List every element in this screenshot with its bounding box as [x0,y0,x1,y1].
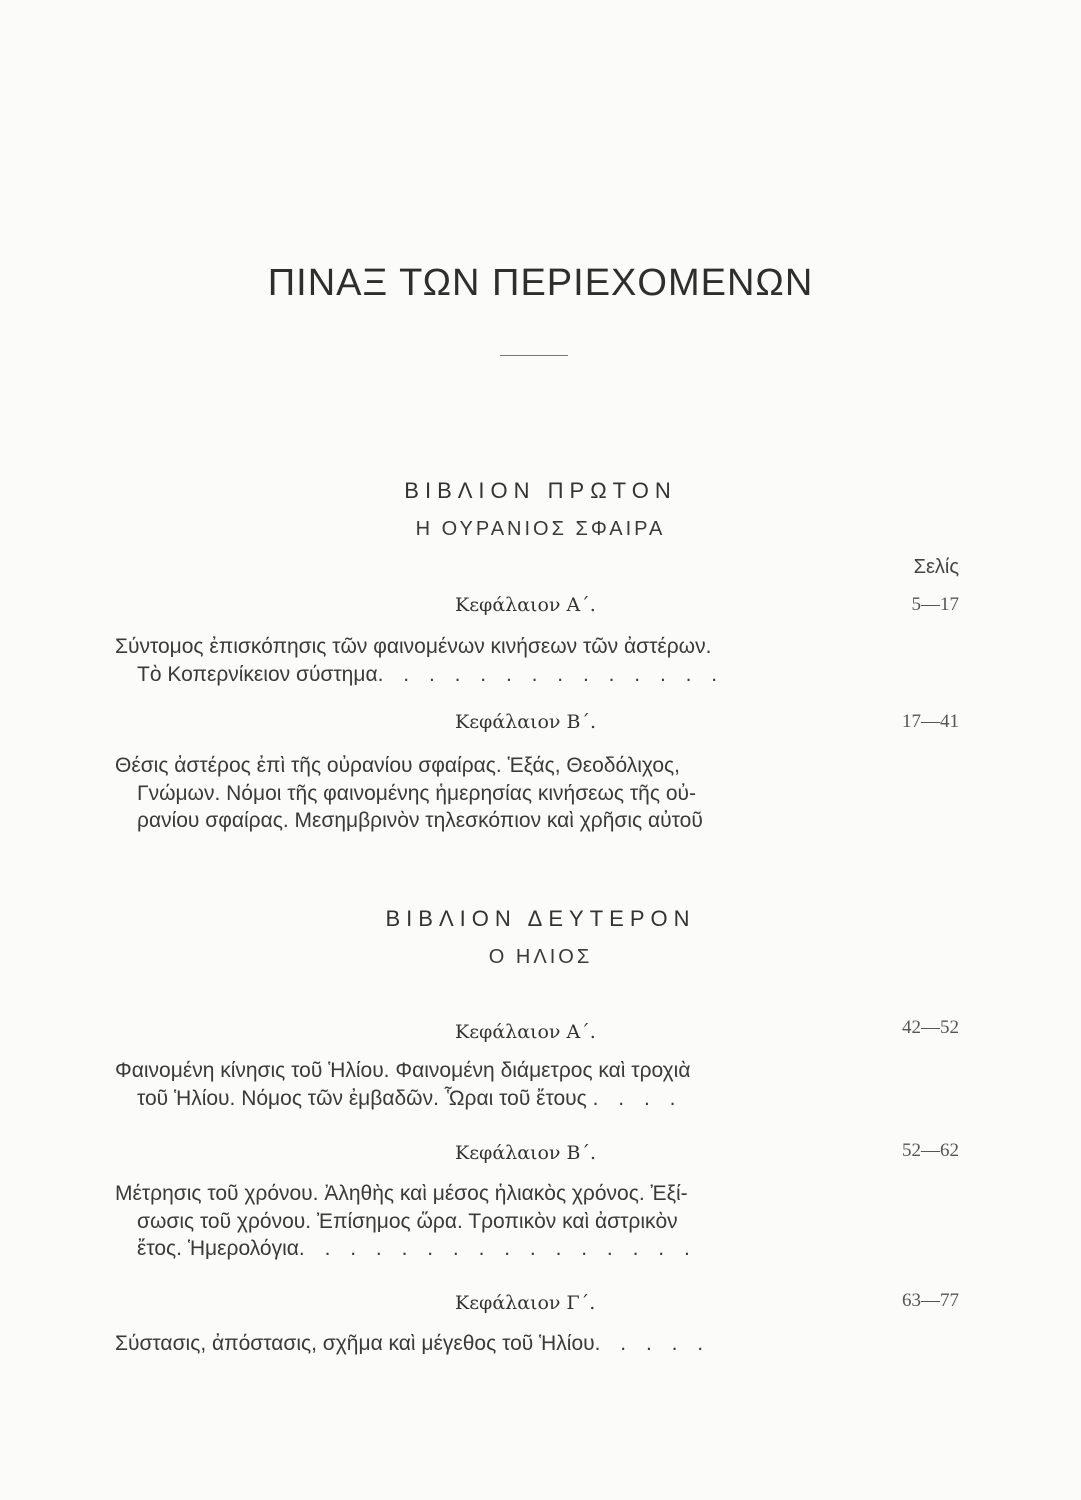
description-text: ἔτος. Ἡμερολόγια [137,1237,299,1260]
book-1-chapter-2-description [115,752,867,835]
leader-dots: . . . . . . . . . . . . . . . . [298,1237,697,1260]
description-line: Μέτρησις τοῦ χρόνου. Ἀληθὴς καὶ μέσος ἡλιακὸς χρόνος. Ἐξί- [115,1182,688,1205]
description-line: ρανίου σφαίρας. Μεσημβρινὸν τηλεσκόπιον καὶ χρῆσις αὐτοῦ [137,809,703,832]
description-line [115,1235,867,1263]
description-line: σωσις τοῦ χρόνου. Ἐπίσημος ὥρα. Τροπικὸν καὶ ἀστρικὸν [137,1209,678,1233]
book-2-chapter-1-description [115,1057,867,1112]
leader-dots: . . . . . . . . . . . . . . [377,662,725,686]
page-column-header: Σελίς [913,556,959,578]
book-2-chapter-2-heading: Κεφάλαιον Β΄. [455,1142,597,1164]
book-2-chapter-2-description [115,1180,867,1263]
book-2-chapter-1-pages: 42—52 [902,1017,959,1038]
description-line: Θέσις ἀστέρος ἐπὶ τῆς οὐρανίου σφαίρας. Ἑξάς, Θεοδόλιχος, [115,754,681,777]
title-rule [500,355,568,356]
book-1-chapter-2-heading: Κεφάλαιον Β΄. [455,711,597,733]
book-2-label: ΒΙΒΛΙΟΝ ΔΕΥΤΕΡΟΝ [385,906,696,931]
book-2-title: Ο ΗΛΙΟΣ [488,946,593,968]
leader-dots: . . . . . [594,1332,711,1355]
book-2-chapter-3-pages: 63—77 [902,1290,959,1311]
description-text: Σύστασις, ἀπόστασις, σχῆμα καὶ μέγεθος τοῦ Ἡλίου [115,1332,595,1355]
description-line: Σύντομος ἐπισκόπησις τῶν φαινομένων κινήσεων τῶν ἀστέρων. [115,635,712,658]
description-text: Τὸ Κοπερνίκειον σύστημα [137,662,378,686]
book-2-chapter-3-description [115,1330,867,1358]
description-line: Φαινομένη κίνησις τοῦ Ἡλίου. Φαινομένη διάμετρος καὶ τροχιὰ [115,1059,691,1082]
book-1-chapter-1-heading: Κεφάλαιον Α΄. [455,594,596,616]
description-text: τοῦ Ἡλίου. Νόμος τῶν ἐμβαδῶν. Ὧραι τοῦ ἔτους [137,1086,587,1110]
book-1-title: Η ΟΥΡΑΝΙΟΣ ΣΦΑΙΡΑ [415,518,666,540]
book-2-chapter-2-pages: 52—62 [902,1140,959,1161]
book-1-chapter-2-pages: 17—41 [902,711,959,732]
book-2-chapter-3-heading: Κεφάλαιον Γ΄. [455,1292,596,1314]
book-1-chapter-1-description [115,633,867,688]
description-line [115,1085,867,1113]
leader-dots: . . . . [592,1086,683,1110]
book-1-chapter-1-pages: 5—17 [911,594,959,615]
book-1-label: ΒΙΒΛΙΟΝ ΠΡΩΤΟΝ [404,478,677,503]
page-title: ΠΙΝΑΞ ΤΩΝ ΠΕΡΙΕΧΟΜΕΝΩΝ [267,262,814,304]
description-line [115,661,867,689]
book-2-chapter-1-heading: Κεφάλαιον Α΄. [455,1021,596,1043]
description-line [115,1330,867,1358]
description-line: Γνώμων. Νόμοι τῆς φαινομένης ἡμερησίας κινήσεως τῆς οὐ- [137,781,696,805]
